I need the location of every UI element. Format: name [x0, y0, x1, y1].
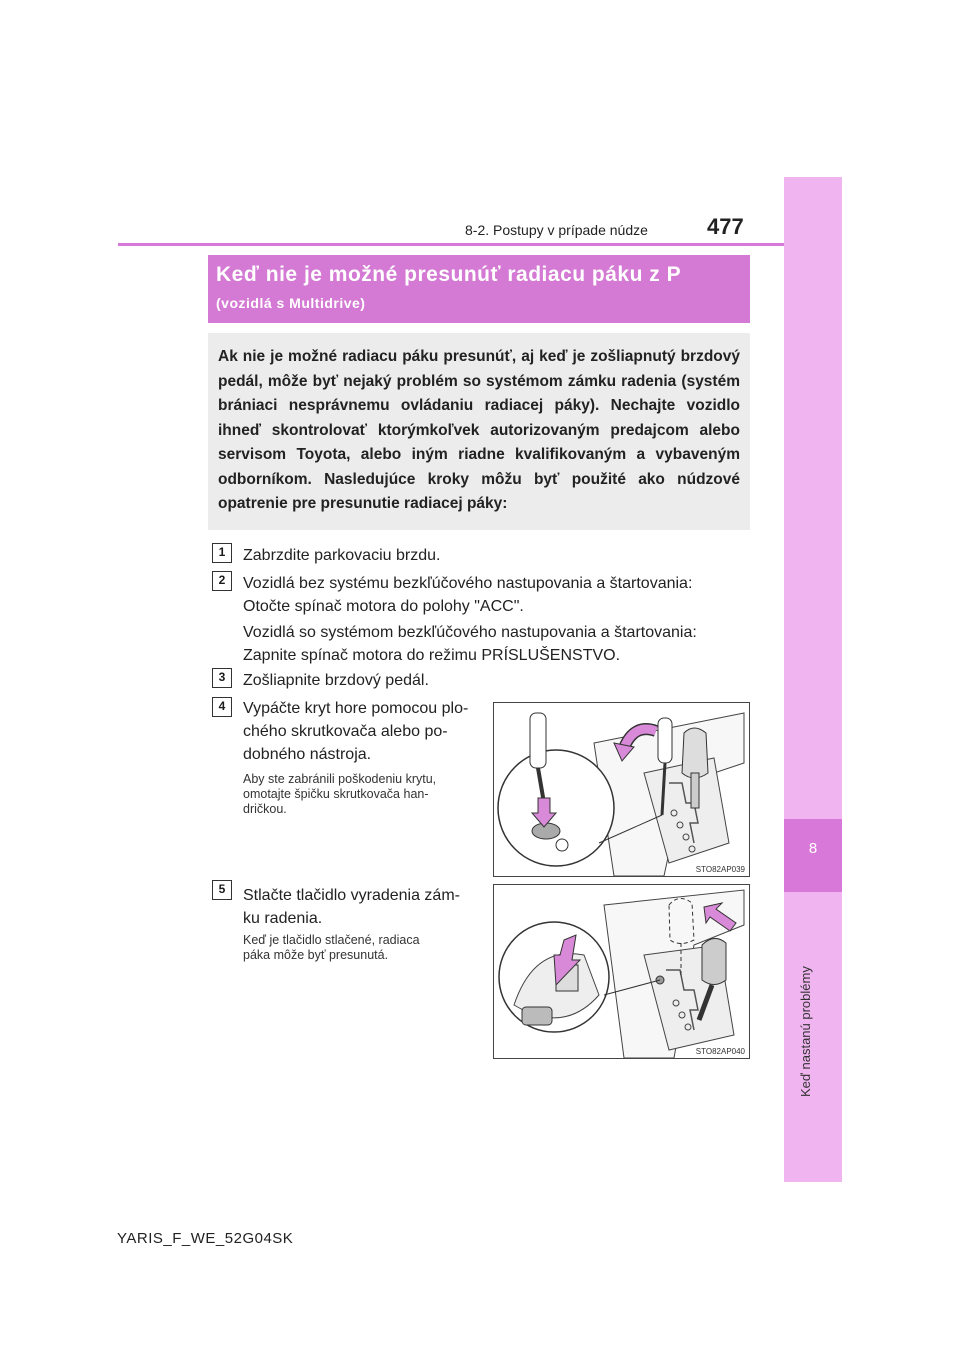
step-4-line-1: Vypáčte kryt hore pomocou plo- [243, 700, 469, 717]
chapter-number: 8 [808, 840, 818, 857]
header-section-title: 8-2. Postupy v prípade núdze [465, 222, 648, 238]
section-subtitle: (vozidlá s Multidrive) [216, 295, 366, 311]
step-5-note-1: Keď je tlačidlo stlačené, radiaca [243, 933, 420, 947]
page-number: 477 [707, 214, 744, 239]
screwdriver-illustration [494, 703, 749, 876]
footer-document-code: YARIS_F_WE_52G04SK [117, 1230, 294, 1247]
step-number-2: 2 [212, 571, 232, 591]
step-2-text-a2: Otočte spínač motora do polohy "ACC". [243, 598, 524, 615]
intro-text: Ak nie je možné radiacu páku presunúť, aj keď je zošliapnutý brzdový pedál, môže byť nejaký problém so systémom zámku radenia (systém brániaci nesprávnemu ovládaniu radiacej páky). Nechajte vozidlo ihneď skontrolovať ktorýmkoľvek autorizovaným predajcom alebo servisom Toyota, alebo iným riadne kvalifikovaným a vybaveným odborníkom. Nasledujúce kroky môžu byť použité ako núdzové opatrenie pre presunutie radiacej páky: [218, 348, 740, 512]
step-number-5: 5 [212, 880, 232, 900]
step-3-text: Zošliapnite brzdový pedál. [243, 672, 429, 689]
figure-shift-lock-button [493, 884, 750, 1059]
chapter-side-tab [784, 177, 842, 1182]
shift-release-illustration [494, 885, 749, 1058]
step-5-line-2: ku radenia. [243, 910, 323, 927]
step-5-note-2: páka môže byť presunutá. [243, 948, 389, 962]
step-4-line-2: chého skrutkovača alebo po- [243, 723, 448, 740]
figure-5-code: STO82AP040 [695, 1047, 745, 1056]
step-2-text-b2: Zapnite spínač motora do režimu PRÍSLUŠENSTVO. [243, 647, 621, 664]
step-4-line-3: dobného nástroja. [243, 746, 372, 763]
step-number-1: 1 [212, 543, 232, 563]
intro-box [208, 333, 750, 530]
step-5-line-1: Stlačte tlačidlo vyradenia zám- [243, 887, 460, 904]
step-4-note-2: omotajte špičku skrutkovača han- [243, 787, 429, 801]
figure-remove-cover [493, 702, 750, 877]
section-title-box [208, 255, 750, 323]
step-number-3: 3 [212, 668, 232, 688]
step-number-4: 4 [212, 697, 232, 717]
step-2-text-b1: Vozidlá so systémom bezkľúčového nastupovania a štartovania: [243, 624, 697, 641]
chapter-title: Keď nastanú problémy [798, 966, 813, 1097]
header-rule [118, 243, 784, 246]
step-4-note-1: Aby ste zabránili poškodeniu krytu, [243, 772, 437, 786]
figure-4-code: STO82AP039 [695, 865, 745, 874]
step-1-text: Zabrzdite parkovaciu brzdu. [243, 547, 441, 564]
step-4-note-3: dričkou. [243, 802, 287, 816]
step-2-text-a1: Vozidlá bez systému bezkľúčového nastupovania a štartovania: [243, 575, 693, 592]
section-title: Keď nie je možné presunúť radiacu páku z P [216, 263, 682, 286]
